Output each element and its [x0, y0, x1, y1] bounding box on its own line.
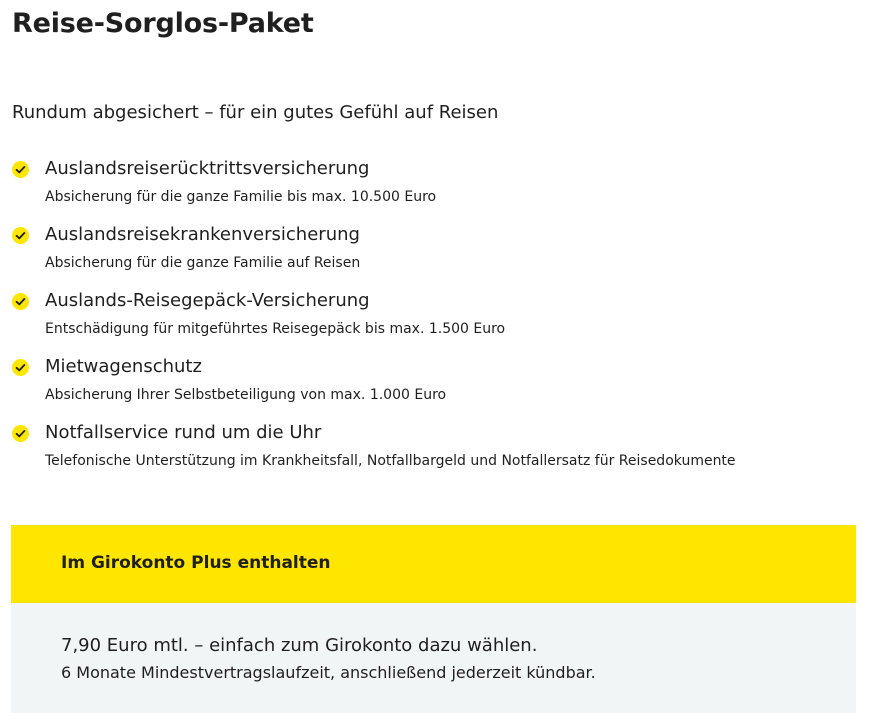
check-icon: [12, 359, 29, 376]
feature-description: Absicherung für die ganze Familie bis max. 10.500 Euro: [45, 189, 437, 205]
feature-item-health-insurance: [12, 222, 852, 288]
feature-description: Absicherung für die ganze Familie auf Reisen: [45, 255, 361, 271]
feature-description: Absicherung Ihrer Selbstbeteiligung von max. 1.000 Euro: [45, 387, 447, 403]
check-icon: [12, 161, 29, 178]
page-subtitle: Rundum abgesichert – für ein gutes Gefühl auf Reisen: [12, 102, 499, 123]
feature-title: Auslands-Reisegepäck-Versicherung: [45, 290, 370, 311]
page-title: Reise-Sorglos-Paket: [12, 8, 314, 39]
feature-title: Auslandsreiserücktrittsversicherung: [45, 158, 370, 179]
feature-title: Notfallservice rund um die Uhr: [45, 422, 322, 443]
feature-item-rental-car: [12, 354, 852, 420]
check-icon: [12, 293, 29, 310]
pricing-box: [11, 603, 856, 713]
feature-item-luggage-insurance: [12, 288, 852, 354]
check-icon: [12, 425, 29, 442]
feature-title: Auslandsreisekrankenversicherung: [45, 224, 360, 245]
feature-item-travel-cancellation: [12, 156, 852, 222]
contract-term-text: 6 Monate Mindestvertragslaufzeit, anschließend jederzeit kündbar.: [61, 663, 596, 682]
price-text: 7,90 Euro mtl. – einfach zum Girokonto dazu wählen.: [61, 635, 538, 656]
included-banner-label: Im Girokonto Plus enthalten: [61, 553, 331, 573]
feature-item-emergency-service: [12, 420, 852, 486]
check-icon: [12, 227, 29, 244]
included-banner: [11, 525, 856, 603]
feature-title: Mietwagenschutz: [45, 356, 202, 377]
feature-list: [12, 156, 852, 486]
feature-description: Entschädigung für mitgeführtes Reisegepäck bis max. 1.500 Euro: [45, 321, 506, 337]
feature-description: Telefonische Unterstützung im Krankheitsfall, Notfallbargeld und Notfallersatz für Reisedokumente: [45, 453, 736, 469]
